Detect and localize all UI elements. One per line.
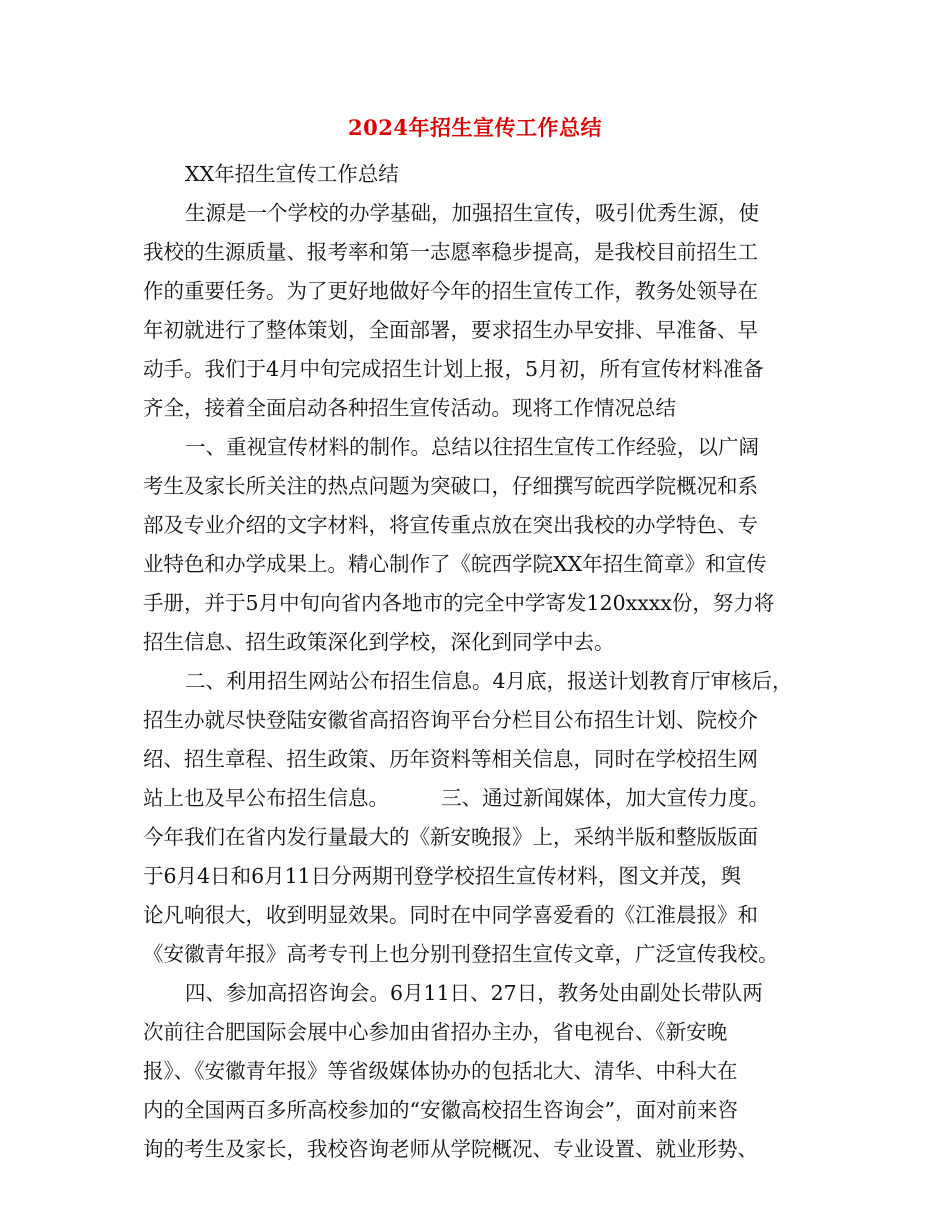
paragraph-line: 站上也及早公布招生信息。 三、通过新闻媒体，加大宣传力度。 [143, 786, 770, 810]
document-title: 2024年招生宣传工作总结 [348, 115, 602, 140]
paragraph-line: 论凡响很大，收到明显效果。同时在中同学喜爱看的《江淮晨报》和 [143, 903, 758, 927]
paragraph-line: 考生及家长所关注的热点问题为突破口，仔细撰写皖西学院概况和系 [143, 474, 758, 498]
document-body [143, 155, 823, 1169]
paragraph-line: 生源是一个学校的办学基础，加强招生宣传，吸引优秀生源，使 [185, 201, 759, 225]
paragraph-line: 内的全国两百多所高校参加的“安徽高校招生咨询会”，面对前来咨 [143, 1098, 738, 1122]
paragraph-line: 今年我们在省内发行量最大的《新安晚报》上，采纳半版和整版版面 [143, 825, 758, 849]
paragraph-line: 招生办就尽快登陆安徽省高招咨询平台分栏目公布招生计划、院校介 [143, 708, 758, 732]
paragraph-line: XX年招生宣传工作总结 [185, 162, 399, 186]
paragraph-line: 二、利用招生网站公布招生信息。4月底，报送计划教育厅审核后， [185, 669, 793, 693]
paragraph-line: 部及专业介绍的文字材料，将宣传重点放在突出我校的办学特色、专 [143, 513, 758, 537]
paragraph-line: 于6月4日和6月11日分两期刊登学校招生宣传材料，图文并茂，舆 [143, 864, 742, 888]
paragraph-line: 《安徽青年报》高考专刊上也分别刊登招生宣传文章，广泛宣传我校。 [143, 942, 779, 966]
paragraph-line: 我校的生源质量、报考率和第一志愿率稳步提高，是我校目前招生工 [143, 240, 758, 264]
paragraph-line: 一、重视宣传材料的制作。总结以往招生宣传工作经验，以广阔 [185, 435, 759, 459]
paragraph-line: 业特色和办学成果上。精心制作了《皖西学院XX年招生简章》和宣传 [143, 552, 767, 576]
paragraph-line: 招生信息、招生政策深化到学校，深化到同学中去。 [143, 630, 615, 654]
paragraph-line: 动手。我们于4月中旬完成招生计划上报，5月初，所有宣传材料准备 [143, 357, 764, 381]
paragraph-line: 四、参加高招咨询会。6月11日、27日，教务处由副处长带队两 [185, 981, 763, 1005]
paragraph-line: 询的考生及家长，我校咨询老师从学院概况、专业设置、就业形势、 [143, 1137, 758, 1161]
paragraph-line: 报》、《安徽青年报》等省级媒体协办的包括北大、清华、中科大在 [143, 1059, 738, 1083]
paragraph-line: 齐全，接着全面启动各种招生宣传活动。现将工作情况总结 [143, 396, 676, 420]
paragraph-line: 次前往合肥国际会展中心参加由省招办主办，省电视台、《新安晚 [143, 1020, 728, 1044]
paragraph-line: 年初就进行了整体策划，全面部署，要求招生办早安排、早准备、早 [143, 318, 758, 342]
paragraph-line: 绍、招生章程、招生政策、历年资料等相关信息，同时在学校招生网 [143, 747, 758, 771]
paragraph-line: 手册，并于5月中旬向省内各地市的完全中学寄发120xxxx份，努力将 [143, 591, 775, 615]
paragraph-line: 作的重要任务。为了更好地做好今年的招生宣传工作，教务处领导在 [143, 279, 758, 303]
